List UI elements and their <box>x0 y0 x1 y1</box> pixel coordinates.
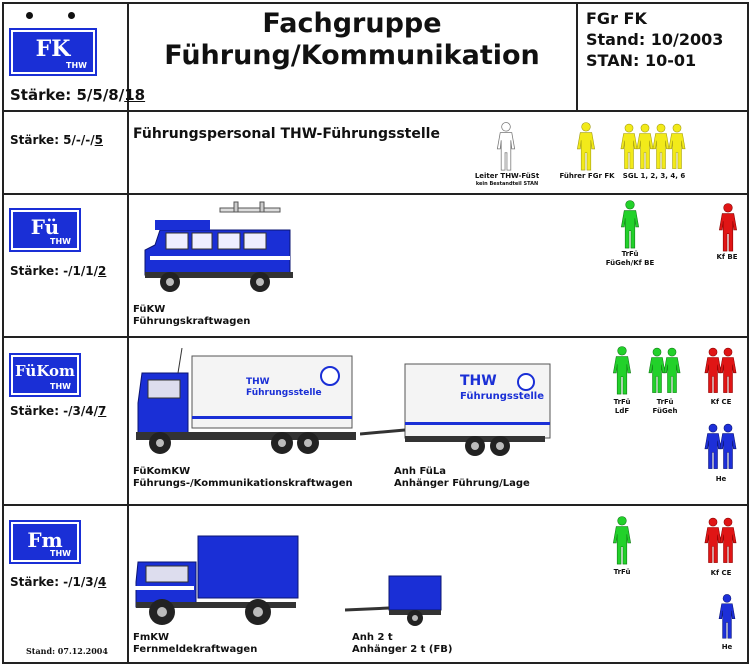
logo-sub: THW <box>50 549 71 558</box>
person-figure-green <box>620 200 640 250</box>
anh-fuela-body-text-2: Führungsstelle <box>460 391 545 402</box>
meta-stand: Stand: 10/2003 <box>586 30 724 49</box>
anh-2t-code: Anh 2 t <box>352 632 393 643</box>
fuekomkw-code: FüKomKW <box>133 466 191 477</box>
fuekomkw-name: Führungs-/Kommunikationskraftwagen <box>133 478 353 489</box>
logo-sub: THW <box>50 237 71 246</box>
row3-label-he: He <box>715 475 727 483</box>
fmkw-vehicle-image <box>132 532 302 632</box>
row2-staerke <box>10 264 106 278</box>
row2-label-kfbe: Kf BE <box>716 253 738 261</box>
anh-2t-trailer-image <box>345 572 445 632</box>
meta-stan: STAN: 10-01 <box>586 51 697 70</box>
fuekomkw-body-text <box>246 377 322 399</box>
anh-fuela-labels <box>394 466 530 490</box>
person-figure-white <box>496 122 516 172</box>
person-figure-yellow <box>576 122 596 172</box>
row2-staerke-total: 2 <box>98 264 107 278</box>
row2-label-trfue: TrFü <box>621 250 639 258</box>
title-line-2: Führung/Kommunikation <box>164 40 540 71</box>
logo-code: FK <box>35 36 71 62</box>
row4-staerke-prefix: Stärke: -/1/3/ <box>10 575 98 589</box>
fuekomkw-labels <box>133 466 353 490</box>
logo-fuekom <box>11 355 79 395</box>
header-meta <box>586 8 723 71</box>
row1-label-fuehrer: Führer FGr FK <box>559 172 615 180</box>
row3-label-trfue-2: TrFü <box>656 398 674 406</box>
person-group-kfce <box>704 346 737 400</box>
header-staerke-prefix: Stärke: 5/5/8/ <box>10 86 125 104</box>
header-staerke <box>10 86 145 104</box>
anh-fuela-name: Anhänger Führung/Lage <box>394 478 530 489</box>
fuekomkw-body-text-2: Führungsstelle <box>246 388 322 398</box>
person-figure-red <box>719 516 737 566</box>
fmkw-name: Fernmeldekraftwagen <box>133 644 258 655</box>
anh-fuela-body-text-1: THW <box>460 373 497 389</box>
row1-staerke-prefix: Stärke: 5/-/-/ <box>10 133 95 147</box>
anh-fuela-code: Anh FüLa <box>394 466 447 477</box>
logo-fue <box>11 210 79 250</box>
row3-staerke-prefix: Stärke: -/3/4/ <box>10 404 98 418</box>
punch-hole-1 <box>26 12 33 19</box>
fuekw-code: FüKW <box>133 304 166 315</box>
logo-fk <box>11 30 95 74</box>
divider-row3 <box>4 504 747 506</box>
person-figure-yellow <box>668 122 686 172</box>
person-group-kfce <box>704 516 737 570</box>
row3-sublabel-fuegeh: FüGeh <box>652 407 678 415</box>
logo-sub: THW <box>66 61 87 70</box>
person-group-trfue-fuegeh <box>648 346 681 400</box>
person-group-he <box>704 422 737 476</box>
row1-staerke-total: 5 <box>94 133 103 147</box>
anh-2t-name: Anhänger 2 t (FB) <box>352 644 453 655</box>
row3-staerke <box>10 404 106 418</box>
meta-fgr: FGr FK <box>586 9 647 28</box>
person-figure-green <box>612 516 632 566</box>
anh-2t-labels <box>352 632 453 656</box>
divider-row1 <box>4 193 747 195</box>
fuekomkw-body-text-1: THW <box>246 377 270 387</box>
row4-label-he: He <box>721 643 733 651</box>
row4-label-trfue: TrFü <box>613 568 631 576</box>
person-figure-red <box>719 346 737 396</box>
fuekw-labels <box>133 304 250 328</box>
divider-column <box>127 110 129 662</box>
row4-label-kfce: Kf CE <box>710 569 732 577</box>
logo-code: Fü <box>30 215 60 239</box>
logo-fm <box>11 522 79 562</box>
row2-staerke-prefix: Stärke: -/1/1/ <box>10 264 98 278</box>
fuekw-name: Führungskraftwagen <box>133 316 251 327</box>
divider-header <box>4 110 747 112</box>
row1-label-leiter: Leiter THW-FüSt <box>474 172 540 180</box>
row3-sublabel-ldf: LdF <box>614 407 630 415</box>
row1-sublabel-leiter: kein Bestandteil STAN <box>475 181 539 187</box>
footer-stand: Stand: 07.12.2004 <box>26 646 108 656</box>
row1-label-sgl: SGL 1, 2, 3, 4, 6 <box>622 172 686 180</box>
header-staerke-total: 18 <box>124 86 146 104</box>
row2-sublabel-trfue: FüGeh/Kf BE <box>605 259 655 267</box>
logo-code: FüKom <box>15 362 75 380</box>
fuekomkw-vehicle-image <box>132 348 362 458</box>
row4-staerke <box>10 575 106 589</box>
person-figure-blue <box>718 594 736 640</box>
logo-code: Fm <box>27 528 63 552</box>
punch-hole-2 <box>68 12 75 19</box>
row1-heading: Führungspersonal THW-Führungsstelle <box>133 126 440 142</box>
logo-sub: THW <box>50 382 71 391</box>
title-line-1: Fachgruppe <box>262 8 442 39</box>
row3-label-kfce: Kf CE <box>710 398 732 406</box>
person-figure-red <box>718 203 738 253</box>
fmkw-code: FmKW <box>133 632 170 643</box>
person-figure-green <box>663 346 681 396</box>
row3-staerke-total: 7 <box>98 404 107 418</box>
anh-fuela-body-text <box>460 374 544 404</box>
row3-label-trfue-1: TrFü <box>613 398 631 406</box>
fuekw-vehicle-image <box>140 200 300 300</box>
person-figure-blue <box>719 422 737 472</box>
row1-staerke <box>10 133 103 147</box>
row4-staerke-total: 4 <box>98 575 107 589</box>
page-title <box>126 8 578 72</box>
person-group-sgl <box>620 122 686 176</box>
person-figure-green <box>612 346 632 396</box>
divider-row2 <box>4 336 747 338</box>
fmkw-labels <box>133 632 257 656</box>
